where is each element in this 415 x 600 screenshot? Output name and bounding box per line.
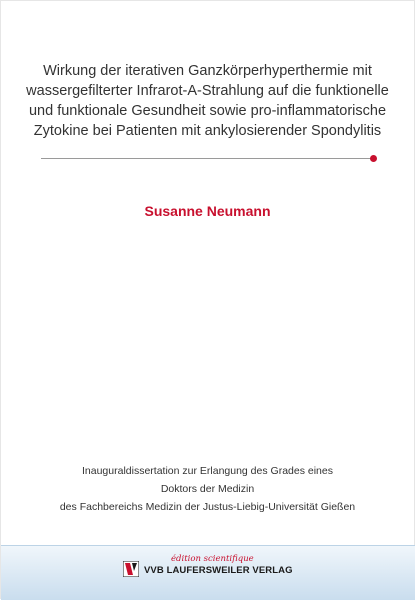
book-title [21, 61, 394, 141]
title-line-2: wassergefilterter Infrarot-A-Strahlung auf die funktionelle [26, 83, 389, 99]
title-line-1: Wirkung der iterativen Ganzkörperhyperthermie mit [43, 63, 372, 79]
subtitle-line-2: Doktors der Medizin [160, 483, 255, 495]
subtitle-line-3: des Fachbereichs Medizin der Justus-Liebig-Universität Gießen [59, 501, 356, 513]
divider-dot-icon [370, 155, 377, 162]
publisher-name: VVB LAUFERSWEILER VERLAG [144, 565, 293, 576]
title-divider [41, 158, 371, 159]
vvb-logo-icon [123, 561, 139, 577]
title-line-3: und funktionale Gesundheit sowie pro-inflammatorische [28, 103, 387, 119]
author-name: Susanne Neumann [144, 203, 271, 219]
title-line-4: Zytokine bei Patienten mit ankylosierender Spondylitis [33, 123, 382, 139]
publisher-series-script: édition scientifique [171, 554, 254, 564]
dissertation-subtitle [11, 462, 404, 516]
publisher-footer [1, 545, 415, 600]
subtitle-line-1: Inauguraldissertation zur Erlangung des Grades eines [82, 465, 333, 477]
